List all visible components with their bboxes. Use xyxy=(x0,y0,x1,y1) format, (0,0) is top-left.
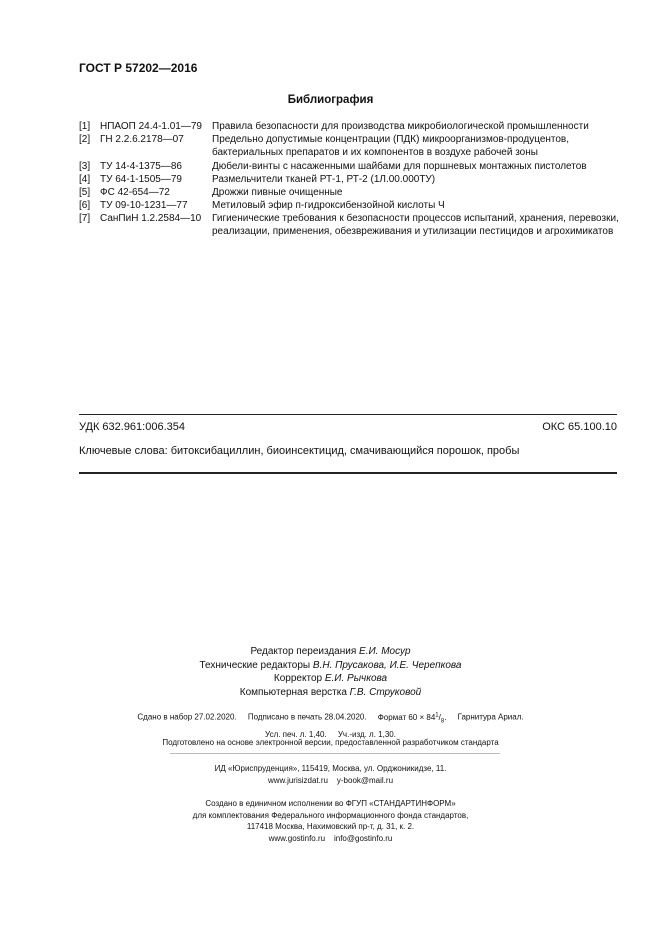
ref-number: [4] xyxy=(79,174,91,185)
ref-title: Дрожжи пивные очищенные xyxy=(212,187,343,198)
prepared-note: Подготовлено на основе электронной версии, предоставленной разработчиком стандарта xyxy=(162,738,499,747)
printer-line-3: 117418 Москва, Нахимовский пр-т, д. 31, к. 2. xyxy=(246,822,415,831)
imprint-pub-sheets: Уч.-изд. л. 1,30. xyxy=(337,730,396,740)
imprint-font: Гарнитура Ариал. xyxy=(457,712,524,722)
ref-number: [7] xyxy=(79,213,91,224)
ref-title: Метиловый эфир п-гидроксибензойной кислоты Ч xyxy=(212,200,445,211)
bibliography-item xyxy=(79,121,619,134)
standard-number: ГОСТ Р 57202—2016 xyxy=(79,61,198,75)
divider-bottom xyxy=(79,472,617,474)
imprint-format: Формат $60 \times 84^1/_8$. xyxy=(377,712,447,725)
udk-code: УДК 632.961:006.354 xyxy=(79,421,185,433)
bibliography-item xyxy=(79,161,619,174)
imprint-signed: Подписано в печать 28.04.2020. xyxy=(247,712,367,722)
divider-top xyxy=(79,414,617,415)
ref-number: [2] xyxy=(79,134,91,145)
publisher-email-link[interactable]: y-book@mail.ru xyxy=(336,776,394,785)
credit-editor: Редактор переиздания Е.И. Мосур xyxy=(250,646,411,657)
ref-title: Дюбели-винты с насаженными шайбами для поршневых монтажных пистолетов xyxy=(212,161,587,172)
ref-number: [5] xyxy=(79,187,91,198)
oks-code: ОКС 65.100.10 xyxy=(542,421,617,433)
ref-title: Предельно допустимые концентрации (ПДК) микроорганизмов-продуцентов, бактериальных препаратов и их компонентов в воздухе рабочей зоны xyxy=(212,134,570,158)
publisher-address: ИД «Юриспруденция», 115419, Москва, ул. Орджоникидзе, 11. xyxy=(214,764,447,773)
credit-corrector: Корректор Е.И. Рычкова xyxy=(273,673,388,684)
editorial-credits xyxy=(0,645,661,699)
ref-code: ГН 2.2.6.2178—07 xyxy=(100,134,184,145)
ref-number: [6] xyxy=(79,200,91,211)
printer-line-2: для комплектования Федерального информационного фонда стандартов, xyxy=(192,810,469,820)
bibliography-title: Библиография xyxy=(287,94,374,106)
ref-code: ФС 42-654—72 xyxy=(100,187,170,198)
printer-line-1: Создано в единичном исполнении во ФГУП «СТАНДАРТИНФОРМ» xyxy=(205,799,456,808)
publisher-info xyxy=(0,763,661,787)
printer-website-link[interactable]: www.gostinfo.ru xyxy=(268,833,326,843)
ref-title: Правила безопасности для производства микробиологической промышленности xyxy=(212,121,589,132)
bibliography-item xyxy=(79,200,619,213)
ref-number: [1] xyxy=(79,121,91,132)
print-imprint xyxy=(0,709,661,741)
imprint-print-sheets: Усл. печ. л. 1,40. xyxy=(265,730,327,740)
bibliography-item xyxy=(79,134,619,159)
ref-code: ТУ 14-4-1375—86 xyxy=(100,161,182,172)
ref-title: Размельчители тканей РТ-1, РТ-2 (1Л.00.000ТУ) xyxy=(212,174,436,185)
ref-code: ТУ 09-10-1231—77 xyxy=(100,200,188,211)
keywords: Ключевые слова: битоксибациллин, биоинсектицид, смачивающийся порошок, пробы xyxy=(79,445,520,457)
ref-code: СанПиН 1.2.2584—10 xyxy=(100,213,202,224)
publisher-website-link[interactable]: www.jurisizdat.ru xyxy=(267,776,328,785)
ref-title: Гигиенические требования к безопасности процессов испытаний, хранения, перевозки, реализации, применения, обезвреживания и утилизации пестицидов и агрохимикатов xyxy=(212,213,619,237)
credit-layout: Компьютерная верстка Г.В. Струковой xyxy=(239,686,422,698)
ref-code: ТУ 64-1-1505—79 xyxy=(100,174,182,185)
bibliography-item xyxy=(79,174,619,187)
bibliography-item xyxy=(79,187,619,200)
divider-thin xyxy=(170,753,500,754)
printer-email-link[interactable]: info@gostinfo.ru xyxy=(333,833,393,843)
ref-code: НПАОП 24.4-1.01—79 xyxy=(100,121,202,132)
printer-info xyxy=(0,798,661,844)
ref-number: [3] xyxy=(79,161,91,172)
bibliography-item xyxy=(79,213,619,238)
credit-tech-editors: Технические редакторы В.Н. Прусакова, И.Е. Черепкова xyxy=(199,659,462,671)
imprint-sent: Сдано в набор 27.02.2020. xyxy=(137,712,237,722)
